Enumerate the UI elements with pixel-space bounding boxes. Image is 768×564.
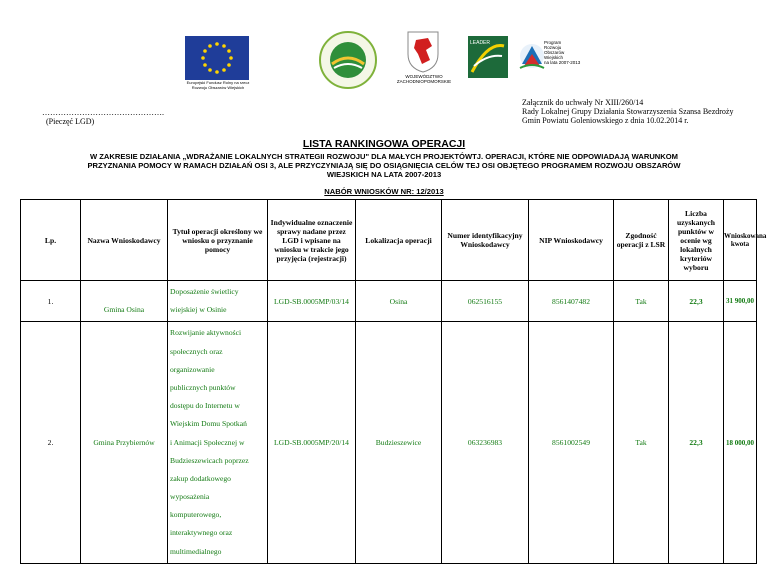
table-row <box>21 281 757 322</box>
subtitle-line3: WIEJSKICH NA LATA 2007-2013 <box>326 170 442 179</box>
row2-registration: LGD-SB.0005MP/20/14 <box>268 322 356 563</box>
eu-stars-icon <box>185 36 249 80</box>
row1-id: 062516155 <box>442 281 529 322</box>
leader-emblem-icon <box>468 36 508 78</box>
table-row <box>21 322 757 563</box>
griffin-crest-icon <box>398 30 448 74</box>
document-title: LISTA RANKINGOWA OPERACJI <box>302 138 466 150</box>
prow-line1: Program <box>544 40 562 45</box>
row1-nip: 8561407482 <box>529 281 614 322</box>
header-points: Liczba uzyskanych punktów w ocenie wg lokalnych kryteriów wyboru <box>669 200 724 281</box>
row1-amount: 31 900,00 <box>724 281 757 322</box>
row1-registration: LGD-SB.0005MP/03/14 <box>268 281 356 322</box>
row2-title-line: organizowanie <box>170 364 215 374</box>
eu-caption-line1: Europejski Fundusz Rolny na rzecz <box>186 80 250 85</box>
row2-title-line: multimedialnego <box>170 546 222 556</box>
row2-title-line: i Animacji Społecznej w <box>170 437 245 447</box>
prow-line5: na lata 2007-2013 <box>544 60 581 65</box>
header-nip: NIP Wnioskodawcy <box>529 200 614 281</box>
header-amount: Wnioskowana kwota <box>724 200 757 281</box>
row1-title-line: Doposażenie świetlicy <box>170 287 239 296</box>
eu-fund-caption <box>170 80 266 90</box>
prow-line2: Rozwoju <box>544 45 562 50</box>
row1-title-line: wiejskiej w Osinie <box>170 305 227 315</box>
row2-title-line: społecznych oraz <box>170 346 223 356</box>
prow-caption <box>544 40 580 65</box>
row2-id: 063236983 <box>442 322 529 563</box>
lgd-emblem-icon <box>318 30 378 90</box>
header-lp: Lp. <box>21 200 81 281</box>
header-name: Nazwa Wnioskodawcy <box>81 200 168 281</box>
row2-points: 22,3 <box>669 322 724 563</box>
stamp-label: (Pieczęć LGD) <box>46 117 95 126</box>
row1-title <box>168 281 268 322</box>
table-header-row <box>21 200 757 281</box>
call-number: NABÓR WNIOSKÓW NR: 12/2013 <box>324 187 444 196</box>
row2-title-line: wyposażenia <box>170 492 210 502</box>
region-caption-line2: ZACHODNIOPOMORSKIE <box>396 79 452 84</box>
ranking-table <box>20 199 767 564</box>
header-title: Tytuł operacji określony we wniosku o przyznanie pomocy <box>168 200 268 281</box>
header-registration: Indywidualne oznaczenie sprawy nadane przez LGD i wpisane na wniosku w trakcie jego przyjęcia (rejestracji) <box>268 200 356 281</box>
prow-line3: Obszarów <box>544 50 565 55</box>
stamp-block <box>42 108 164 126</box>
region-caption <box>388 74 460 84</box>
header-id: Numer identyfikacyjny Wnioskodawcy <box>442 200 529 281</box>
row2-title-line: komputerowego, <box>170 510 222 520</box>
annex-block <box>522 98 733 125</box>
region-crest-logo <box>398 30 448 74</box>
row2-amount: 18 000,00 <box>724 322 757 563</box>
row2-lsr: Tak <box>614 322 669 563</box>
row2-title-line: zakup dodatkowego <box>170 473 231 483</box>
row2-nip: 8561002549 <box>529 322 614 563</box>
row2-name: Gmina Przybiernów <box>81 322 168 563</box>
eu-caption-line2: Rozwoju Obszarów Wiejskich <box>191 85 245 90</box>
prow-logo <box>518 34 581 78</box>
header-lsr: Zgodność operacji z LSR <box>614 200 669 281</box>
row1-points: 22,3 <box>669 281 724 322</box>
row2-title-line: Rozwijanie aktywności <box>170 328 242 338</box>
row2-title <box>168 322 268 563</box>
row1-lsr: Tak <box>614 281 669 322</box>
annex-line1: Załącznik do uchwały Nr XIII/260/14 <box>522 98 644 107</box>
lgd-logo <box>318 30 378 90</box>
annex-line2: Rady Lokalnej Grupy Działania Stowarzyszenia Szansa Bezdroży <box>522 107 734 116</box>
row2-title-line: Budzieszewicach poprzez <box>170 455 249 465</box>
row2-location: Budzieszewice <box>356 322 442 563</box>
eu-flag-logo <box>185 36 249 80</box>
subtitle-line1: W ZAKRESIE DZIAŁANIA „WDRAŻANIE LOKALNYCH STRATEGII ROZWOJU" DLA MAŁYCH PROJEKTÓWTJ. OPERACJI, KTÓRE NIE ODPOWIADAJĄ WARUNKOM <box>89 152 679 161</box>
region-caption-line1: WOJEWÓDZTWO <box>405 74 443 79</box>
row2-lp: 2. <box>21 322 81 563</box>
leader-text: LEADER <box>470 40 491 46</box>
row1-name: Gmina Osina <box>81 281 168 322</box>
leader-logo <box>468 36 508 78</box>
header-location: Lokalizacja operacji <box>356 200 442 281</box>
row1-location: Osina <box>356 281 442 322</box>
stamp-dots: ………………………………………. <box>42 108 164 117</box>
prow-line4: Wiejskich <box>544 55 564 60</box>
row2-title-line: Wiejskim Domu Spotkań <box>170 419 247 429</box>
subtitle-line2: PRZYZNANIA POMOCY W RAMACH DZIAŁAŃ OSI 3, ALE PRZYCZYNIAJĄ SIĘ DO OSIĄGNIĘCIA CELÓW TEJ OSI OBJĘTEGO PROGRAMEM ROZWOJU OBSZARÓW <box>87 161 681 170</box>
row2-title-line: dostępu do Internetu w <box>170 401 240 411</box>
row2-title-line: interaktywnego oraz <box>170 528 233 538</box>
row1-lp: 1. <box>21 281 81 322</box>
document-subtitle <box>20 152 748 179</box>
row2-title-line: publicznych punktów <box>170 382 236 392</box>
annex-line3: Gmin Powiatu Goleniowskiego z dnia 10.02.2014 r. <box>522 116 689 125</box>
